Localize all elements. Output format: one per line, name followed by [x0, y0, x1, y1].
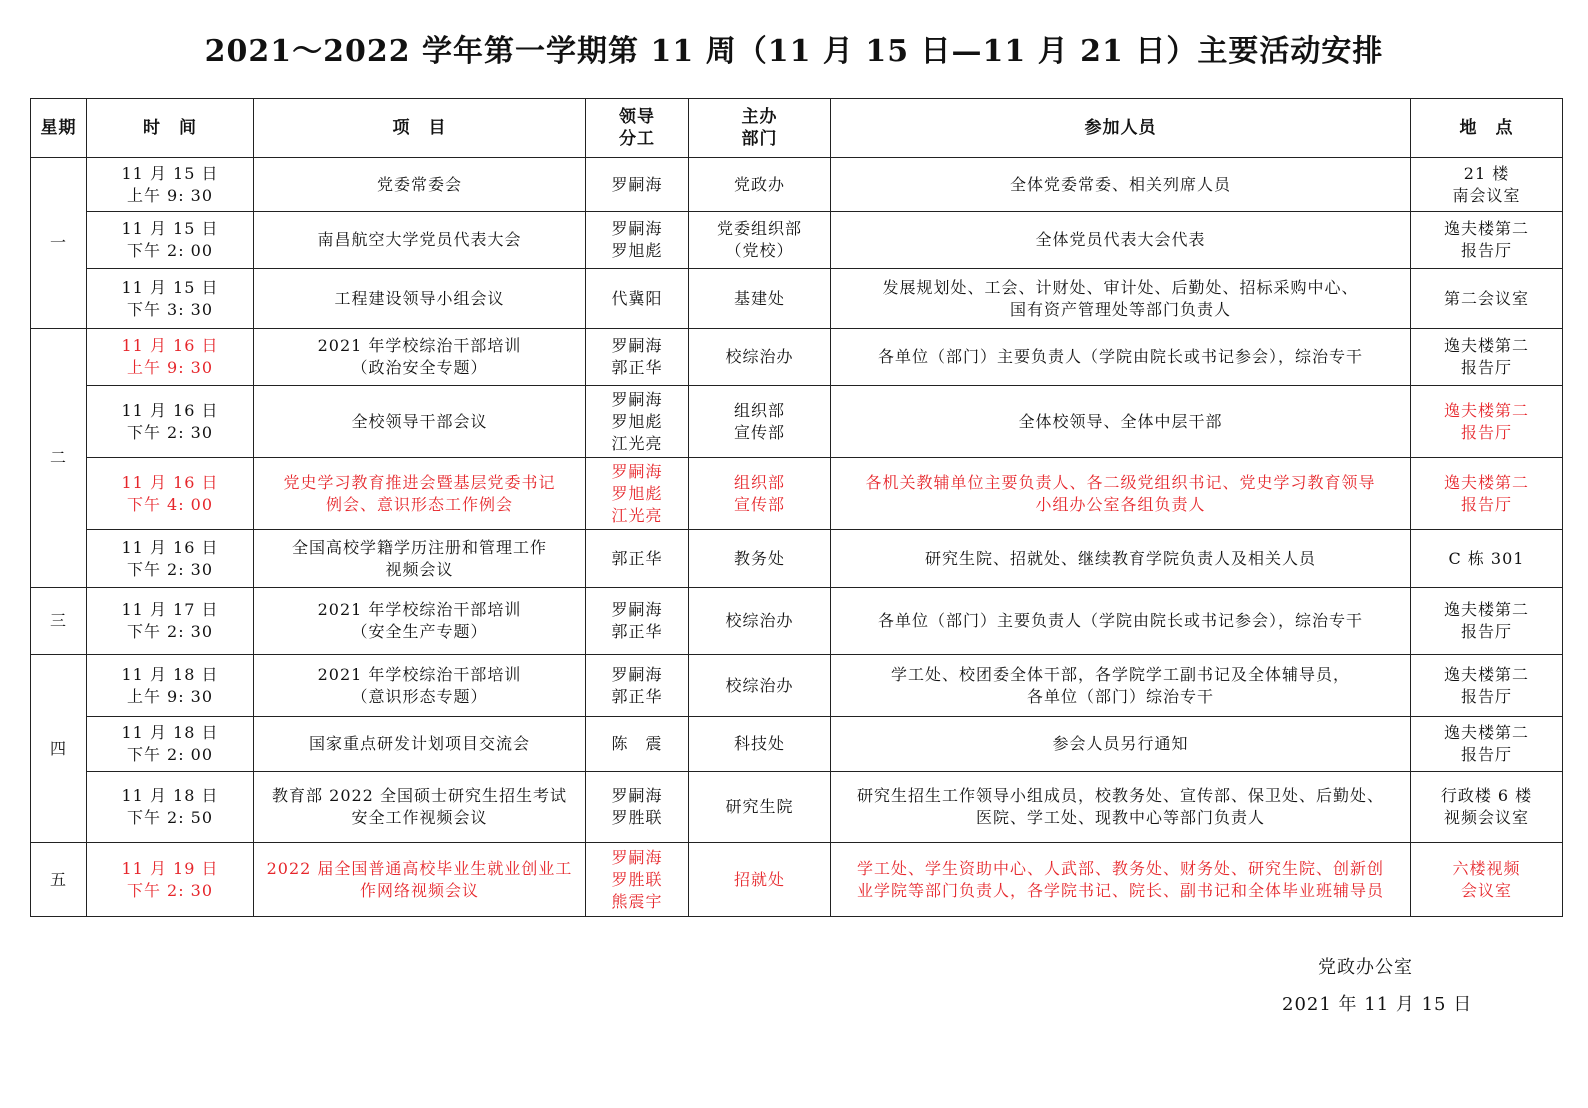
leader-cell-line: 罗旭彪 — [611, 411, 663, 431]
participants-cell — [831, 329, 1411, 386]
time-cell-line: 11 月 15 日 — [121, 163, 219, 183]
item-cell-line: 全校领导干部会议 — [351, 411, 488, 431]
time-cell-line: 上午 9: 30 — [126, 686, 214, 706]
leader-cell-line: 罗嗣海 — [611, 847, 663, 867]
table-row — [31, 772, 1563, 843]
item-cell-line: 党史学习教育推进会暨基层党委书记 — [283, 472, 556, 492]
dept-cell — [689, 530, 831, 588]
place-cell-line: 报告厅 — [1460, 241, 1512, 260]
table-row — [31, 458, 1563, 530]
item-cell — [254, 269, 586, 329]
leader-cell-line: 郭正华 — [611, 358, 663, 377]
participants-cell-line: 全体党员代表大会代表 — [1035, 230, 1206, 249]
place-cell — [1411, 530, 1563, 588]
dept-cell-line: 组织部 — [733, 472, 785, 492]
dept-cell — [689, 717, 831, 772]
dept-cell-line: （党校） — [725, 241, 794, 260]
dept-cell-line: 校综治办 — [725, 347, 794, 366]
leader-cell — [586, 655, 689, 717]
item-cell-line: 2021 年学校综治干部培训 — [317, 600, 522, 619]
leader-cell — [586, 588, 689, 655]
item-cell-line: （意识形态专题） — [351, 686, 488, 706]
time-cell — [87, 772, 254, 843]
participants-cell — [831, 772, 1411, 843]
time-cell-line: 11 月 18 日 — [121, 786, 219, 805]
leader-cell-line: 罗旭彪 — [611, 483, 663, 503]
table-row — [31, 655, 1563, 717]
dept-cell-line: 基建处 — [733, 288, 785, 308]
time-cell — [87, 329, 254, 386]
dept-cell-line: 研究生院 — [725, 797, 794, 816]
place-cell-line: 逸夫楼第二 — [1443, 219, 1529, 238]
participants-cell-line: 国有资产管理处等部门负责人 — [1009, 299, 1231, 319]
leader-cell — [586, 458, 689, 530]
place-cell-line: 行政楼 6 楼 — [1440, 786, 1533, 805]
leader-cell-line: 罗嗣海 — [611, 389, 663, 409]
participants-cell — [831, 212, 1411, 269]
day-cell: 三 — [31, 588, 87, 655]
place-cell-line: 报告厅 — [1460, 622, 1512, 641]
time-cell — [87, 269, 254, 329]
item-cell — [254, 843, 586, 917]
time-cell-line: 下午 2: 30 — [126, 880, 214, 900]
header-dept: 主办 部门 — [689, 99, 831, 158]
place-cell — [1411, 212, 1563, 269]
time-cell-line: 11 月 18 日 — [121, 723, 219, 742]
item-cell-line: 教育部 2022 全国硕士研究生招生考试 — [272, 786, 567, 805]
table-row — [31, 843, 1563, 917]
footer-office: 党政办公室 — [1318, 957, 1413, 978]
page-title: 2021～2022 学年第一学期第 11 周（11 月 15 日—11 月 21 日）主要活动安排 — [204, 34, 1384, 69]
item-cell — [254, 655, 586, 717]
time-cell-line: 上午 9: 30 — [126, 185, 214, 205]
dept-cell — [689, 772, 831, 843]
leader-cell — [586, 772, 689, 843]
time-cell-line: 下午 2: 00 — [126, 745, 214, 764]
time-cell — [87, 530, 254, 588]
participants-cell — [831, 655, 1411, 717]
participants-cell-line: 发展规划处、工会、计财处、审计处、后勤处、招标采购中心、 — [882, 277, 1359, 297]
time-cell-line: 下午 2: 00 — [126, 241, 214, 260]
item-cell-line: 2021 年学校综治干部培训 — [317, 336, 522, 355]
place-cell — [1411, 329, 1563, 386]
time-cell-line: 11 月 15 日 — [121, 219, 219, 238]
time-cell — [87, 158, 254, 212]
dept-cell-line: 党委组织部 — [716, 219, 802, 238]
item-cell — [254, 530, 586, 588]
time-cell-line: 下午 2: 30 — [126, 422, 214, 442]
place-cell-line: 逸夫楼第二 — [1443, 664, 1529, 684]
participants-cell — [831, 269, 1411, 329]
place-cell-line: 六楼视频 — [1452, 858, 1521, 878]
participants-cell-line: 研究生院、招就处、继续教育学院负责人及相关人员 — [924, 548, 1316, 568]
dept-cell — [689, 588, 831, 655]
place-cell-line: 逸夫楼第二 — [1443, 472, 1529, 492]
dept-cell-line: 招就处 — [733, 869, 785, 889]
table-row — [31, 530, 1563, 588]
participants-cell-line: 小组办公室各组负责人 — [1035, 494, 1206, 514]
item-cell-line: 视频会议 — [385, 559, 454, 579]
leader-cell-line: 罗嗣海 — [611, 664, 663, 684]
schedule-table — [30, 98, 1563, 917]
dept-cell-line: 宣传部 — [733, 422, 785, 442]
leader-cell-line: 罗胜联 — [611, 869, 663, 889]
leader-cell-line: 熊震宇 — [611, 891, 663, 911]
item-cell — [254, 329, 586, 386]
item-cell-line: 作网络视频会议 — [359, 880, 479, 900]
participants-cell-line: 各单位（部门）主要负责人（学院由院长或书记参会），综治专干 — [877, 347, 1363, 366]
participants-cell-line: 学工处、学生资助中心、人武部、教务处、财务处、研究生院、创新创 — [856, 858, 1384, 878]
leader-cell-line: 江光亮 — [611, 433, 663, 453]
leader-cell — [586, 530, 689, 588]
place-cell-line: 报告厅 — [1460, 686, 1512, 706]
place-cell — [1411, 772, 1563, 843]
dept-cell-line: 教务处 — [733, 548, 785, 568]
leader-cell — [586, 717, 689, 772]
item-cell-line: （政治安全专题） — [351, 358, 488, 377]
time-cell-line: 下午 4: 00 — [126, 494, 214, 514]
leader-cell — [586, 269, 689, 329]
table-row — [31, 212, 1563, 269]
participants-cell — [831, 158, 1411, 212]
day-cell: 五 — [31, 843, 87, 917]
leader-cell-line: 罗嗣海 — [611, 219, 663, 238]
participants-cell-line: 各单位（部门）综治专干 — [1026, 686, 1214, 706]
leader-cell-line: 罗嗣海 — [611, 461, 663, 481]
leader-cell-line: 代冀阳 — [611, 288, 663, 308]
participants-cell-line: 医院、学工处、现教中心等部门负责人 — [975, 808, 1265, 827]
header-item: 项 目 — [254, 99, 586, 158]
item-cell-line: 2022 届全国普通高校毕业生就业创业工 — [266, 858, 573, 878]
item-cell-line: 全国高校学籍学历注册和管理工作 — [291, 537, 547, 557]
dept-cell — [689, 158, 831, 212]
time-cell-line: 11 月 16 日 — [121, 537, 219, 557]
item-cell-line: 安全工作视频会议 — [351, 808, 488, 827]
leader-cell-line: 陈 震 — [611, 734, 663, 753]
place-cell — [1411, 655, 1563, 717]
header-participants: 参加人员 — [831, 99, 1411, 158]
dept-cell — [689, 458, 831, 530]
time-cell — [87, 717, 254, 772]
item-cell-line: 工程建设领导小组会议 — [334, 288, 505, 308]
place-cell-line: 报告厅 — [1460, 422, 1512, 442]
item-cell — [254, 717, 586, 772]
place-cell — [1411, 717, 1563, 772]
dept-cell-line: 宣传部 — [733, 494, 785, 514]
leader-cell-line: 郭正华 — [611, 622, 663, 641]
participants-cell-line: 全体党委常委、相关列席人员 — [1009, 174, 1231, 194]
time-cell-line: 11 月 17 日 — [121, 600, 219, 619]
header-time: 时 间 — [87, 99, 254, 158]
item-cell-line: 例会、意识形态工作例会 — [325, 494, 513, 514]
header-leader: 领导 分工 — [586, 99, 689, 158]
table-row — [31, 329, 1563, 386]
place-cell — [1411, 458, 1563, 530]
item-cell-line: （安全生产专题） — [351, 622, 488, 641]
participants-cell — [831, 717, 1411, 772]
time-cell-line: 下午 2: 30 — [126, 559, 214, 579]
item-cell-line: 国家重点研发计划项目交流会 — [308, 734, 530, 753]
place-cell — [1411, 386, 1563, 458]
time-cell — [87, 458, 254, 530]
place-cell-line: 21 楼 — [1463, 163, 1510, 183]
dept-cell-line: 校综治办 — [725, 675, 794, 695]
leader-cell-line: 江光亮 — [611, 505, 663, 525]
item-cell — [254, 158, 586, 212]
leader-cell-line: 罗嗣海 — [611, 336, 663, 355]
place-cell-line: 逸夫楼第二 — [1443, 600, 1529, 619]
dept-cell-line: 党政办 — [733, 174, 785, 194]
leader-cell — [586, 386, 689, 458]
participants-cell-line: 学工处、校团委全体干部，各学院学工副书记及全体辅导员， — [890, 664, 1350, 684]
participants-cell-line: 各单位（部门）主要负责人（学院由院长或书记参会），综治专干 — [877, 611, 1363, 630]
leader-cell-line: 罗嗣海 — [611, 174, 663, 194]
item-cell — [254, 588, 586, 655]
place-cell — [1411, 843, 1563, 917]
table-row — [31, 588, 1563, 655]
place-cell-line: 逸夫楼第二 — [1443, 336, 1529, 355]
dept-cell — [689, 655, 831, 717]
item-cell-line: 2021 年学校综治干部培训 — [317, 664, 522, 684]
place-cell-line: 会议室 — [1460, 880, 1512, 900]
time-cell — [87, 212, 254, 269]
participants-cell-line: 各机关教辅单位主要负责人、各二级党组织书记、党史学习教育领导 — [865, 472, 1376, 492]
table-row — [31, 269, 1563, 329]
leader-cell — [586, 158, 689, 212]
day-cell: 二 — [31, 329, 87, 588]
schedule-body — [31, 158, 1563, 917]
time-cell — [87, 655, 254, 717]
participants-cell — [831, 386, 1411, 458]
participants-cell — [831, 588, 1411, 655]
leader-cell — [586, 212, 689, 269]
place-cell-line: 报告厅 — [1460, 745, 1512, 764]
table-row — [31, 717, 1563, 772]
dept-cell — [689, 329, 831, 386]
table-row — [31, 386, 1563, 458]
time-cell-line: 11 月 19 日 — [121, 858, 219, 878]
item-cell — [254, 212, 586, 269]
participants-cell — [831, 530, 1411, 588]
leader-cell — [586, 843, 689, 917]
time-cell-line: 下午 2: 30 — [126, 622, 214, 641]
header-day: 星期 — [31, 99, 87, 158]
participants-cell-line: 全体校领导、全体中层干部 — [1018, 411, 1223, 431]
leader-cell-line: 罗旭彪 — [611, 241, 663, 260]
day-cell: 四 — [31, 655, 87, 843]
leader-cell-line: 罗胜联 — [611, 808, 663, 827]
place-cell-line: 报告厅 — [1460, 494, 1512, 514]
time-cell-line: 11 月 15 日 — [121, 277, 219, 297]
leader-cell-line: 罗嗣海 — [611, 786, 663, 805]
dept-cell-line: 科技处 — [733, 734, 785, 753]
time-cell-line: 11 月 16 日 — [121, 472, 219, 492]
place-cell — [1411, 588, 1563, 655]
leader-cell-line: 郭正华 — [611, 548, 663, 568]
participants-cell-line: 研究生招生工作领导小组成员，校教务处、宣传部、保卫处、后勤处、 — [856, 786, 1384, 805]
time-cell-line: 下午 2: 50 — [126, 808, 214, 827]
place-cell-line: 报告厅 — [1460, 358, 1512, 377]
place-cell-line: 逸夫楼第二 — [1443, 400, 1529, 420]
time-cell-line: 11 月 18 日 — [121, 664, 219, 684]
participants-cell-line: 参会人员另行通知 — [1052, 734, 1189, 753]
time-cell — [87, 843, 254, 917]
dept-cell — [689, 269, 831, 329]
footer-date: 2021 年 11 月 15 日 — [1282, 994, 1473, 1015]
dept-cell-line: 校综治办 — [725, 611, 794, 630]
place-cell-line: 第二会议室 — [1443, 288, 1529, 308]
item-cell — [254, 386, 586, 458]
header-place: 地 点 — [1411, 99, 1563, 158]
item-cell-line: 党委常委会 — [376, 174, 462, 194]
place-cell-line: 逸夫楼第二 — [1443, 723, 1529, 742]
place-cell — [1411, 269, 1563, 329]
time-cell-line: 11 月 16 日 — [121, 400, 219, 420]
time-cell — [87, 588, 254, 655]
participants-cell-line: 业学院等部门负责人，各学院书记、院长、副书记和全体毕业班辅导员 — [856, 880, 1384, 900]
table-row — [31, 158, 1563, 212]
leader-cell-line: 郭正华 — [611, 686, 663, 706]
place-cell — [1411, 158, 1563, 212]
time-cell-line: 下午 3: 30 — [126, 299, 214, 319]
leader-cell-line: 罗嗣海 — [611, 600, 663, 619]
header-row — [31, 99, 1563, 158]
time-cell-line: 11 月 16 日 — [121, 336, 219, 355]
item-cell — [254, 772, 586, 843]
dept-cell — [689, 843, 831, 917]
participants-cell — [831, 843, 1411, 917]
place-cell-line: 视频会议室 — [1443, 808, 1529, 827]
dept-cell-line: 组织部 — [733, 400, 785, 420]
leader-cell — [586, 329, 689, 386]
item-cell — [254, 458, 586, 530]
item-cell-line: 南昌航空大学党员代表大会 — [317, 230, 522, 249]
dept-cell — [689, 386, 831, 458]
time-cell — [87, 386, 254, 458]
time-cell-line: 上午 9: 30 — [126, 358, 214, 377]
participants-cell — [831, 458, 1411, 530]
place-cell-line: C 栋 301 — [1448, 548, 1525, 568]
day-cell: 一 — [31, 158, 87, 329]
dept-cell — [689, 212, 831, 269]
place-cell-line: 南会议室 — [1452, 185, 1521, 205]
